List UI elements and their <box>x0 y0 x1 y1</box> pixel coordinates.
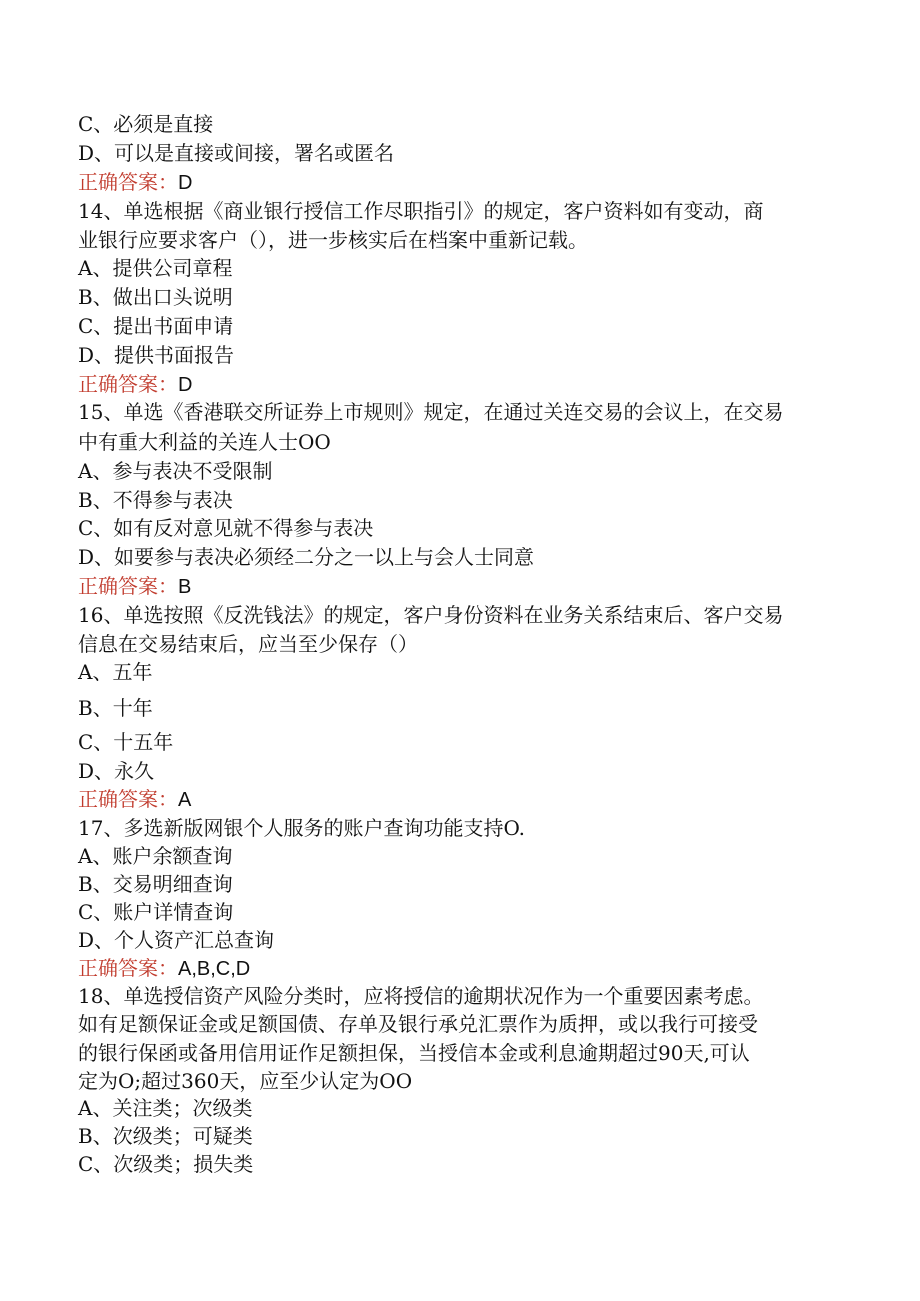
question-14-text-cont: 业银行应要求客户（），进一步核实后在档案中重新记载。 <box>78 228 588 252</box>
answer-value: A <box>178 789 192 811</box>
answer-label: 正确答案： <box>78 170 178 194</box>
answer-value: A,B,C,D <box>178 958 251 980</box>
question-17-text: 17、多选新版网银个人服务的账户查询功能支持O. <box>78 816 526 840</box>
option-d: D、如要参与表决必须经二分之一以上与会人士同意 <box>78 545 535 569</box>
option-d: D、个人资产汇总查询 <box>78 928 275 952</box>
question-18-text-cont: 的银行保函或备用信用证作足额担保，当授信本金或利息逾期超过90天,可认 <box>78 1041 750 1065</box>
correct-answer <box>78 785 191 814</box>
answer-value: D <box>178 172 193 194</box>
option-c: C、次级类；损失类 <box>78 1152 254 1176</box>
correct-answer <box>78 370 192 399</box>
option-a: A、账户余额查询 <box>78 844 233 868</box>
answer-value: D <box>178 374 193 396</box>
option-d: D、永久 <box>78 759 155 783</box>
question-18-text-cont: 如有足额保证金或足额国债、存单及银行承兑汇票作为质押，或以我行可接受 <box>78 1012 758 1036</box>
question-16-text-cont: 信息在交易结束后，应当至少保存（） <box>78 632 418 656</box>
answer-value: B <box>178 576 192 598</box>
option-c: C、账户详情查询 <box>78 900 234 924</box>
correct-answer <box>78 168 192 197</box>
option-b: B、不得参与表决 <box>78 488 233 512</box>
question-16-text: 16、单选按照《反洗钱法》的规定，客户身份资料在业务关系结束后、客户交易 <box>78 603 784 627</box>
correct-answer <box>78 572 191 601</box>
answer-label: 正确答案： <box>78 787 178 811</box>
option-b: B、做出口头说明 <box>78 285 233 309</box>
option-a: A、提供公司章程 <box>78 256 233 280</box>
option-b: B、次级类；可疑类 <box>78 1124 253 1148</box>
question-18-text-cont: 定为O;超过360天，应至少认定为OO <box>78 1069 413 1093</box>
answer-label: 正确答案： <box>78 956 178 980</box>
question-15-text: 15、单选《香港联交所证券上市规则》规定，在通过关连交易的会议上，在交易 <box>78 400 784 424</box>
option-d: D、可以是直接或间接，署名或匿名 <box>78 141 395 165</box>
question-15-text-cont: 中有重大利益的关连人士OO <box>78 430 331 454</box>
answer-label: 正确答案： <box>78 574 178 598</box>
option-a: A、参与表决不受限制 <box>78 459 273 483</box>
option-b: B、交易明细查询 <box>78 872 233 896</box>
option-d: D、提供书面报告 <box>78 343 235 367</box>
answer-label: 正确答案： <box>78 372 178 396</box>
option-a: A、五年 <box>78 660 153 684</box>
question-14-text: 14、单选根据《商业银行授信工作尽职指引》的规定，客户资料如有变动，商 <box>78 199 764 223</box>
option-c: C、提出书面申请 <box>78 314 234 338</box>
option-c: C、十五年 <box>78 730 174 754</box>
option-c: C、如有反对意见就不得参与表决 <box>78 516 374 540</box>
option-b: B、十年 <box>78 696 153 720</box>
option-a: A、关注类；次级类 <box>78 1096 253 1120</box>
option-c: C、必须是直接 <box>78 112 214 136</box>
question-18-text: 18、单选授信资产风险分类时，应将授信的逾期状况作为一个重要因素考虑。 <box>78 984 764 1008</box>
correct-answer <box>78 954 250 983</box>
